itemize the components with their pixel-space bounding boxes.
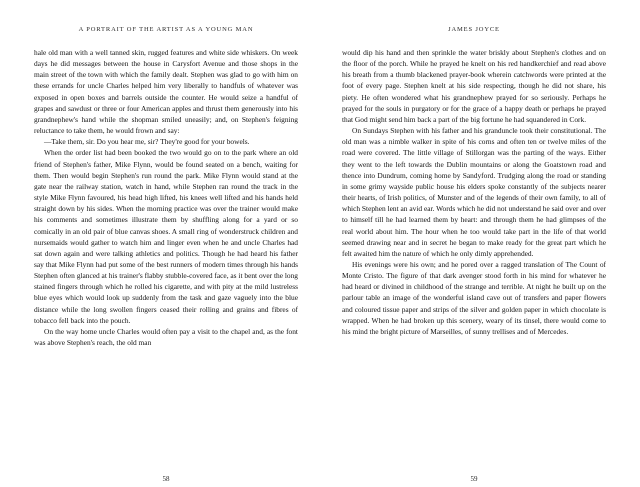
paragraph: On the way home uncle Charles would often pay a visit to the chapel and, as the font was above Stephen's reach, the old man	[34, 326, 298, 348]
body-text-right	[342, 47, 606, 465]
page-left	[0, 26, 320, 487]
body-text-left	[34, 47, 298, 465]
paragraph: On Sundays Stephen with his father and his granduncle took their constitutional. The old man was a nimble walker in spite of his corns and often ten or twelve miles of the road were covered. The little village of Stillorgan was the parting of the ways. Either they went to the left towards the Dublin mountains or along the Goatstown road and thence into Dundrum, coming home by Sandyford. Trudging along the road or standing in some grimy wayside public house his elders spoke constantly of the subjects nearer their hearts, of Irish politics, of Munster and of the legends of their own family, to all of which Stephen lent an avid ear. Words which he did not understand he said over and over to himself till he had learned them by heart: and through them he had glimpses of the real world about him. The hour when he too would take part in the life of that world seemed drawing near and in secret he began to make ready for the great part which he felt awaited him the nature of which he only dimly apprehended.	[342, 126, 606, 258]
page-right	[320, 26, 640, 487]
paragraph: When the order list had been booked the two would go on to the park where an old friend of Stephen's father, Mike Flynn, would be found seated on a bench, waiting for them. Then would begin Stephen's run round the park. Mike Flynn would stand at the gate near the railway station, watch in hand, while Stephen ran round the track in the style Mike Flynn favoured, his head high lifted, his knees well lifted and his hands held straight down by his sides. When the morning practice was over the trainer would make his comments and sometimes illustrate them by shuffling along for a yard or so comically in an old pair of blue canvas shoes. A small ring of wonderstruck children and nursemaids would gather to watch him and linger even when he and uncle Charles had sat down again and were talking athletics and politics. Though he had heard his father say that Mike Flynn had put some of the best runners of modern times through his hands Stephen often glanced at his trainer's flabby stubble-covered face, as it bent over the long stained fingers through which he rolled his cigarette, and with pity at the mild lustreless blue eyes which would look up suddenly from the task and gaze vaguely into the blue distance while the long swollen fingers ceased their rolling and grains and fibres of tobacco fell back into the pouch.	[34, 148, 298, 325]
running-head-left: A PORTRAIT OF THE ARTIST AS A YOUNG MAN	[78, 26, 254, 33]
paragraph: —Take them, sir. Do you hear me, sir? They're good for your bowels.	[44, 137, 250, 147]
paragraph: His evenings were his own; and he pored over a ragged translation of The Count of Monte Cristo. The figure of that dark avenger stood forth in his mind for whatever he had heard or divined in childhood of the strange and terrible. At night he built up on the parlour table an image of the wonderful island cave out of transfers and paper flowers and coloured tissue paper and strips of the silver and golden paper in which chocolate is wrapped. When he had broken up this scenery, weary of its tinsel, there would come to his mind the bright picture of Marseilles, of sunny trellises and of Mercedes.	[342, 259, 606, 336]
page-number-right: 59	[470, 475, 478, 483]
paragraph: hale old man with a well tanned skin, rugged features and white side whiskers. On week days he did messages between the house in Carysfort Avenue and those shops in the main street of the town with which the family dealt. Stephen was glad to go with him on these errands for uncle Charles helped him very liberally to handfuls of whatever was exposed in open boxes and barrels outside the counter. He would seize a handful of grapes and sawdust or three or four American apples and thrust them generously into his grandnephew's hand while the shopman smiled uneasily; and, on Stephen's feigning reluctance to take them, he would frown and say:	[34, 48, 298, 136]
running-head-right: JAMES JOYCE	[448, 26, 500, 33]
page-number-left: 58	[162, 475, 170, 483]
paragraph: would dip his hand and then sprinkle the water briskly about Stephen's clothes and on the floor of the porch. While he prayed he knelt on his red handkerchief and read above his breath from a thumb blackened prayer-book wherein catchwords were printed at the foot of every page. Stephen knelt at his side respecting, though he did not share, his piety. He often wondered what his grandnephew prayed for so seriously. Perhaps he prayed for the souls in purgatory or for the grace of a happy death or perhaps he prayed that God might send him back a part of the big fortune he had squandered in Cork.	[342, 48, 606, 124]
